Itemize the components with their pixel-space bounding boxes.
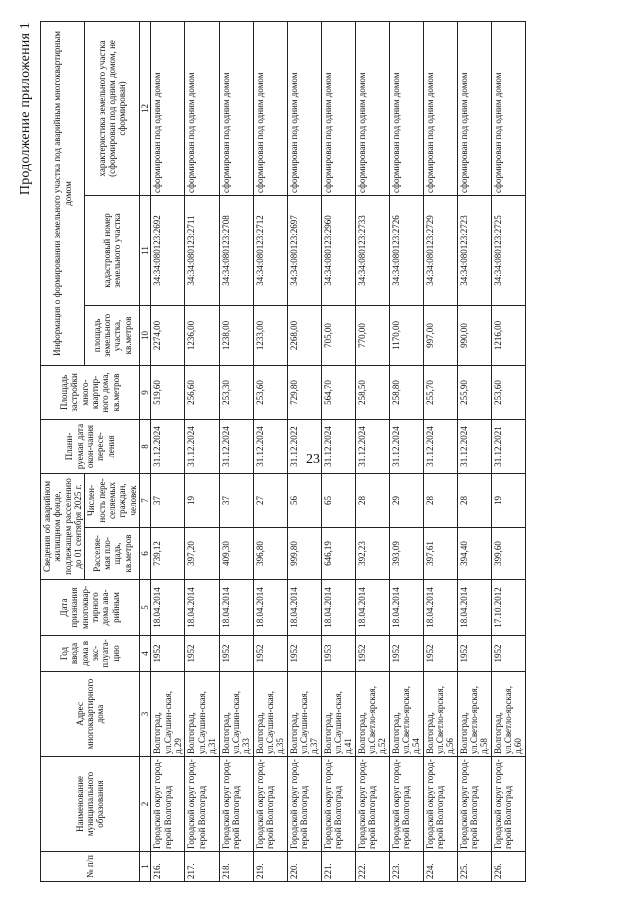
resettled-area-cell: 396,80: [253, 528, 287, 580]
planned-date-cell: 31.12.2024: [253, 419, 287, 473]
recognition-date-cell: 18.04.2014: [219, 580, 253, 636]
municipality-cell: Городской округ город-герой Волгоград: [389, 757, 423, 852]
address-cell: Волгоград, ул.Светло-ярская, д.52: [355, 672, 389, 757]
year-cell: 1952: [423, 636, 457, 672]
cadastral-number-cell: 34:34:080123:2729: [423, 195, 457, 305]
cadastral-number-cell: 34:34:080123:2726: [389, 195, 423, 305]
residents-cell: 65: [321, 473, 355, 527]
recognition-date-cell: 18.04.2014: [355, 580, 389, 636]
year-cell: 1952: [253, 636, 287, 672]
cadastral-number-cell: 34:34:080123:2711: [185, 195, 219, 305]
characteristic-cell: сформирован под одним домом: [389, 21, 423, 195]
column-number: 10: [140, 305, 151, 365]
resettled-area-cell: 392,23: [355, 528, 389, 580]
building-area-cell: 253,60: [253, 365, 287, 419]
address-cell: Волгоград, ул.Саушин-ская, д.33: [219, 672, 253, 757]
table-row: [389, 21, 423, 881]
municipality-cell: Городской округ город-герой Волгоград: [423, 757, 457, 852]
characteristic-cell: сформирован под одним домом: [355, 21, 389, 195]
row-number: 220.: [287, 852, 321, 882]
characteristic-cell: сформирован под одним домом: [253, 21, 287, 195]
row-number: 219.: [253, 852, 287, 882]
row-number: 224.: [423, 852, 457, 882]
resettled-area-cell: 399,60: [491, 528, 525, 580]
year-cell: 1952: [219, 636, 253, 672]
header-col-number: № п/п: [41, 852, 140, 882]
municipality-cell: Городской округ город-герой Волгоград: [457, 757, 491, 852]
header-col-characteristic: характеристика земельного участка (сформирован под одним домом, не сформирован): [85, 21, 140, 195]
address-cell: Волгоград, ул.Светло-ярская, д.60: [491, 672, 525, 757]
header-col-address: Адрес многоквартирного дома: [41, 672, 140, 757]
address-cell: Волгоград, ул.Саушин-ская, д.29: [151, 672, 185, 757]
recognition-date-cell: 18.04.2014: [151, 580, 185, 636]
table-row: [287, 21, 321, 881]
characteristic-cell: сформирован под одним домом: [423, 21, 457, 195]
table-body: [151, 21, 525, 881]
header-col-land-area: площадь земельного участка, кв.метров: [85, 305, 140, 365]
row-number: 218.: [219, 852, 253, 882]
characteristic-cell: сформирован под одним домом: [287, 21, 321, 195]
table-row: [219, 21, 253, 881]
municipality-cell: Городской округ город-герой Волгоград: [253, 757, 287, 852]
column-number: 7: [140, 473, 151, 527]
year-cell: 1952: [185, 636, 219, 672]
municipality-cell: Городской округ город-герой Волгоград: [185, 757, 219, 852]
land-area-cell: 1170,00: [389, 305, 423, 365]
row-number: 222.: [355, 852, 389, 882]
header-col-year: Год ввода дома в экс-плуата-цию: [41, 636, 140, 672]
header-col-building-area: Площадь застройки много-квартир-ного дома, кв.метров: [41, 365, 140, 419]
characteristic-cell: сформирован под одним домом: [219, 21, 253, 195]
building-area-cell: 564,70: [321, 365, 355, 419]
characteristic-cell: сформирован под одним домом: [321, 21, 355, 195]
column-numbers-row: [140, 21, 151, 881]
planned-date-cell: 31.12.2024: [423, 419, 457, 473]
building-area-cell: 255,70: [423, 365, 457, 419]
land-area-cell: 1238,00: [219, 305, 253, 365]
residents-cell: 29: [389, 473, 423, 527]
planned-date-cell: 31.12.2021: [491, 419, 525, 473]
planned-date-cell: 31.12.2024: [355, 419, 389, 473]
residents-cell: 28: [423, 473, 457, 527]
column-number: 6: [140, 528, 151, 580]
recognition-date-cell: 18.04.2014: [321, 580, 355, 636]
cadastral-number-cell: 34:34:080123:2733: [355, 195, 389, 305]
column-number: 11: [140, 195, 151, 305]
land-area-cell: 1236,00: [185, 305, 219, 365]
planned-date-cell: 31.12.2024: [389, 419, 423, 473]
recognition-date-cell: 18.04.2014: [423, 580, 457, 636]
year-cell: 1952: [491, 636, 525, 672]
row-number: 225.: [457, 852, 491, 882]
cadastral-number-cell: 34:34:080123:2725: [491, 195, 525, 305]
table-row: [355, 21, 389, 881]
residents-cell: 56: [287, 473, 321, 527]
residents-cell: 27: [253, 473, 287, 527]
column-number: 12: [140, 21, 151, 195]
characteristic-cell: сформирован под одним домом: [491, 21, 525, 195]
row-number: 217.: [185, 852, 219, 882]
planned-date-cell: 31.12.2024: [457, 419, 491, 473]
recognition-date-cell: 18.04.2014: [287, 580, 321, 636]
characteristic-cell: сформирован под одним домом: [151, 21, 185, 195]
column-number: 1: [140, 852, 151, 882]
residents-cell: 28: [355, 473, 389, 527]
planned-date-cell: 31.12.2024: [185, 419, 219, 473]
header-col-resettled-area: Расселяе-мая пло-щадь, кв.метров: [85, 528, 140, 580]
land-area-cell: 990,00: [457, 305, 491, 365]
row-number: 223.: [389, 852, 423, 882]
header-col-recognition-date: Дата признания многоквар-тирного дома ава-рийным: [41, 580, 140, 636]
municipality-cell: Городской округ город-герой Волгоград: [219, 757, 253, 852]
year-cell: 1952: [457, 636, 491, 672]
address-cell: Волгоград, ул.Саушин-ская, д.37: [287, 672, 321, 757]
building-area-cell: 253,60: [491, 365, 525, 419]
year-cell: 1952: [287, 636, 321, 672]
residents-cell: 19: [491, 473, 525, 527]
recognition-date-cell: 18.04.2014: [253, 580, 287, 636]
land-area-cell: 2274,00: [151, 305, 185, 365]
building-area-cell: 258,80: [389, 365, 423, 419]
header-row-1: [41, 21, 85, 881]
resettled-area-cell: 393,09: [389, 528, 423, 580]
residents-cell: 37: [219, 473, 253, 527]
address-cell: Волгоград, ул.Саушин-ская, д.41: [321, 672, 355, 757]
cadastral-number-cell: 34:34:080123:2708: [219, 195, 253, 305]
year-cell: 1952: [355, 636, 389, 672]
resettled-area-cell: 397,61: [423, 528, 457, 580]
cadastral-number-cell: 34:34:080123:2960: [321, 195, 355, 305]
residents-cell: 37: [151, 473, 185, 527]
address-cell: Волгоград, ул.Саушин-ская, д.35: [253, 672, 287, 757]
building-area-cell: 256,60: [185, 365, 219, 419]
column-number: 4: [140, 636, 151, 672]
address-cell: Волгоград, ул.Светло-ярская, д.56: [423, 672, 457, 757]
table-row: [185, 21, 219, 881]
building-area-cell: 253,30: [219, 365, 253, 419]
rotated-page-content: [18, 22, 618, 882]
residents-cell: 28: [457, 473, 491, 527]
table-row: [151, 21, 185, 881]
building-area-cell: 729,80: [287, 365, 321, 419]
column-number: 9: [140, 365, 151, 419]
continuation-heading: Продолжение приложения 1: [18, 22, 33, 196]
table-row: [321, 21, 355, 881]
address-cell: Волгоград, ул.Светло-ярская, д.54: [389, 672, 423, 757]
header-group-land-plot: Информация о формировании земельного участка под аварийным многоквартирным домом: [41, 21, 85, 365]
row-number: 216.: [151, 852, 185, 882]
header-col-cadastral: кадастровый номер земельного участка: [85, 195, 140, 305]
planned-date-cell: 31.12.2024: [321, 419, 355, 473]
building-area-cell: 255,90: [457, 365, 491, 419]
column-number: 3: [140, 672, 151, 757]
row-number: 226.: [491, 852, 525, 882]
address-cell: Волгоград, ул.Светло-ярская, д.58: [457, 672, 491, 757]
municipality-cell: Городской округ город-герой Волгоград: [491, 757, 525, 852]
land-area-cell: 705,00: [321, 305, 355, 365]
page-number: 23: [306, 452, 320, 467]
column-number: 8: [140, 419, 151, 473]
characteristic-cell: сформирован под одним домом: [457, 21, 491, 195]
resettled-area-cell: 397,20: [185, 528, 219, 580]
planned-date-cell: 31.12.2024: [219, 419, 253, 473]
cadastral-number-cell: 34:34:080123:2692: [151, 195, 185, 305]
building-area-cell: 258,50: [355, 365, 389, 419]
cadastral-number-cell: 34:34:080123:2723: [457, 195, 491, 305]
table-row: [423, 21, 457, 881]
recognition-date-cell: 18.04.2014: [185, 580, 219, 636]
municipality-cell: Городской округ город-герой Волгоград: [321, 757, 355, 852]
characteristic-cell: сформирован под одним домом: [185, 21, 219, 195]
table-row: [457, 21, 491, 881]
row-number: 221.: [321, 852, 355, 882]
municipality-cell: Городской округ город-герой Волгоград: [355, 757, 389, 852]
residents-cell: 19: [185, 473, 219, 527]
header-group-emergency-fund: Сведения об аварийном жилищном фонде, подлежащем расселению до 01 сентября 2025 г.: [41, 473, 85, 579]
recognition-date-cell: 17.10.2012: [491, 580, 525, 636]
column-number: 5: [140, 580, 151, 636]
planned-date-cell: 31.12.2022: [287, 419, 321, 473]
recognition-date-cell: 18.04.2014: [389, 580, 423, 636]
cadastral-number-cell: 34:34:080123:2712: [253, 195, 287, 305]
resettled-area-cell: 394,40: [457, 528, 491, 580]
resettled-area-cell: 739,12: [151, 528, 185, 580]
municipality-cell: Городской округ город-герой Волгоград: [151, 757, 185, 852]
header-col-residents: Числен-ность пере-селяемых граждан, человек: [85, 473, 140, 527]
address-cell: Волгоград, ул.Саушин-ская, д.31: [185, 672, 219, 757]
table-row: [253, 21, 287, 881]
planned-date-cell: 31.12.2024: [151, 419, 185, 473]
table-row: [491, 21, 525, 881]
year-cell: 1953: [321, 636, 355, 672]
cadastral-number-cell: 34:34:080123:2697: [287, 195, 321, 305]
land-area-cell: 2268,00: [287, 305, 321, 365]
building-area-cell: 519,60: [151, 365, 185, 419]
land-area-cell: 997,00: [423, 305, 457, 365]
land-area-cell: 770,00: [355, 305, 389, 365]
header-col-planned-date: Плани-руемая дата окон-чания пересе-ления: [41, 419, 140, 473]
resettled-area-cell: 999,80: [287, 528, 321, 580]
year-cell: 1952: [389, 636, 423, 672]
resettled-area-cell: 409,30: [219, 528, 253, 580]
municipality-cell: Городской округ город-герой Волгоград: [287, 757, 321, 852]
header-col-municipality: Наименование муниципального образования: [41, 757, 140, 852]
column-number: 2: [140, 757, 151, 852]
land-area-cell: 1233,00: [253, 305, 287, 365]
resettled-area-cell: 646,19: [321, 528, 355, 580]
year-cell: 1952: [151, 636, 185, 672]
emergency-housing-table: [40, 21, 526, 882]
land-area-cell: 1216,00: [491, 305, 525, 365]
recognition-date-cell: 18.04.2014: [457, 580, 491, 636]
